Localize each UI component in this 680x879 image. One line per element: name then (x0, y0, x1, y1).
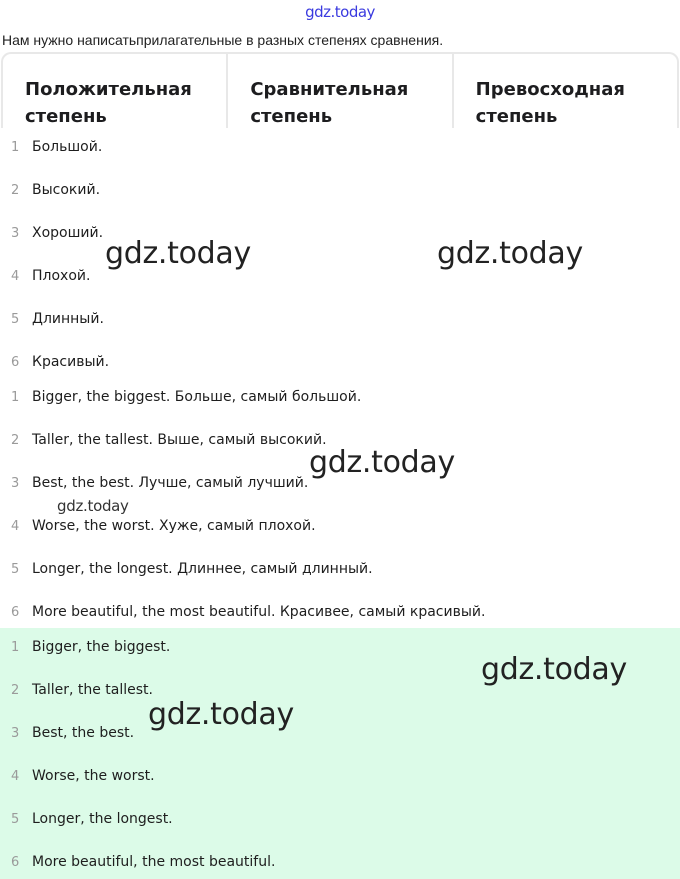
item-number: 1 (11, 139, 20, 155)
item-number: 4 (11, 768, 20, 784)
item-text: Taller, the tallest. Выше, самый высокий. (32, 432, 327, 448)
list-item (0, 387, 361, 407)
list-item (0, 180, 100, 200)
item-number: 1 (11, 639, 20, 655)
item-text: Worse, the worst. Хуже, самый плохой. (32, 518, 316, 534)
item-number: 6 (11, 604, 20, 620)
watermark: gdz.today (481, 652, 627, 687)
list-item (0, 809, 173, 829)
item-number: 5 (11, 561, 20, 577)
site-label: gdz.today (305, 3, 375, 21)
item-number: 3 (11, 725, 20, 741)
header-comparative-line2: степень (250, 106, 333, 127)
item-text: Longer, the longest. Длиннее, самый длинный. (32, 561, 373, 577)
header-positive (3, 54, 228, 128)
item-number: 3 (11, 225, 20, 241)
item-text: Worse, the worst. (32, 768, 155, 784)
list-item (0, 430, 327, 450)
item-number: 6 (11, 854, 20, 870)
header-positive-line2: степень (25, 106, 107, 127)
list-item (0, 602, 485, 622)
list-item (0, 309, 104, 329)
item-text: Bigger, the biggest. Больше, самый большой. (32, 389, 362, 405)
intro-text: Нам нужно написатьприлагательные в разных степенях сравнения. (2, 32, 444, 48)
header-superlative-line1: Превосходная (475, 79, 625, 100)
item-text: Красивый. (32, 354, 110, 370)
item-text: Bigger, the biggest. (32, 639, 171, 655)
item-number: 2 (11, 432, 20, 448)
list-item (0, 137, 102, 157)
header-superlative (454, 54, 677, 128)
item-number: 1 (11, 389, 20, 405)
item-number: 4 (11, 268, 20, 284)
list-item (0, 473, 308, 493)
item-text: Taller, the tallest. (32, 682, 153, 698)
item-text: Высокий. (32, 182, 101, 198)
item-number: 3 (11, 475, 20, 491)
item-text: Плохой. (32, 268, 91, 284)
item-number: 5 (11, 311, 20, 327)
item-number: 2 (11, 182, 20, 198)
list-item (0, 223, 103, 243)
item-text: Best, the best. Лучше, самый лучший. (32, 475, 309, 491)
list-item (0, 723, 134, 743)
item-number: 4 (11, 518, 20, 534)
watermark: gdz.today (105, 236, 251, 271)
header-positive-line1: Положительная (25, 79, 192, 100)
list-item (0, 559, 373, 579)
item-text: More beautiful, the most beautiful. (32, 854, 276, 870)
list-item (0, 516, 316, 536)
header-comparative-line1: Сравнительная (250, 79, 409, 100)
item-text: Хороший. (32, 225, 104, 241)
item-number: 2 (11, 682, 20, 698)
list-item (0, 852, 275, 872)
list-item (0, 352, 109, 372)
watermark: gdz.today (57, 497, 129, 515)
item-text: Большой. (32, 139, 103, 155)
item-text: Длинный. (32, 311, 104, 327)
watermark: gdz.today (437, 236, 583, 271)
item-text: Best, the best. (32, 725, 135, 741)
list-item (0, 680, 153, 700)
item-number: 5 (11, 811, 20, 827)
table-header (1, 52, 679, 128)
watermark: gdz.today (309, 445, 455, 480)
watermark: gdz.today (148, 697, 294, 732)
header-superlative-line2: степень (475, 106, 558, 127)
header-comparative (228, 54, 453, 128)
list-item (0, 266, 90, 286)
item-text: More beautiful, the most beautiful. Красивее, самый красивый. (32, 604, 486, 620)
item-text: Longer, the longest. (32, 811, 173, 827)
list-item (0, 766, 155, 786)
list-item (0, 637, 170, 657)
item-number: 6 (11, 354, 20, 370)
